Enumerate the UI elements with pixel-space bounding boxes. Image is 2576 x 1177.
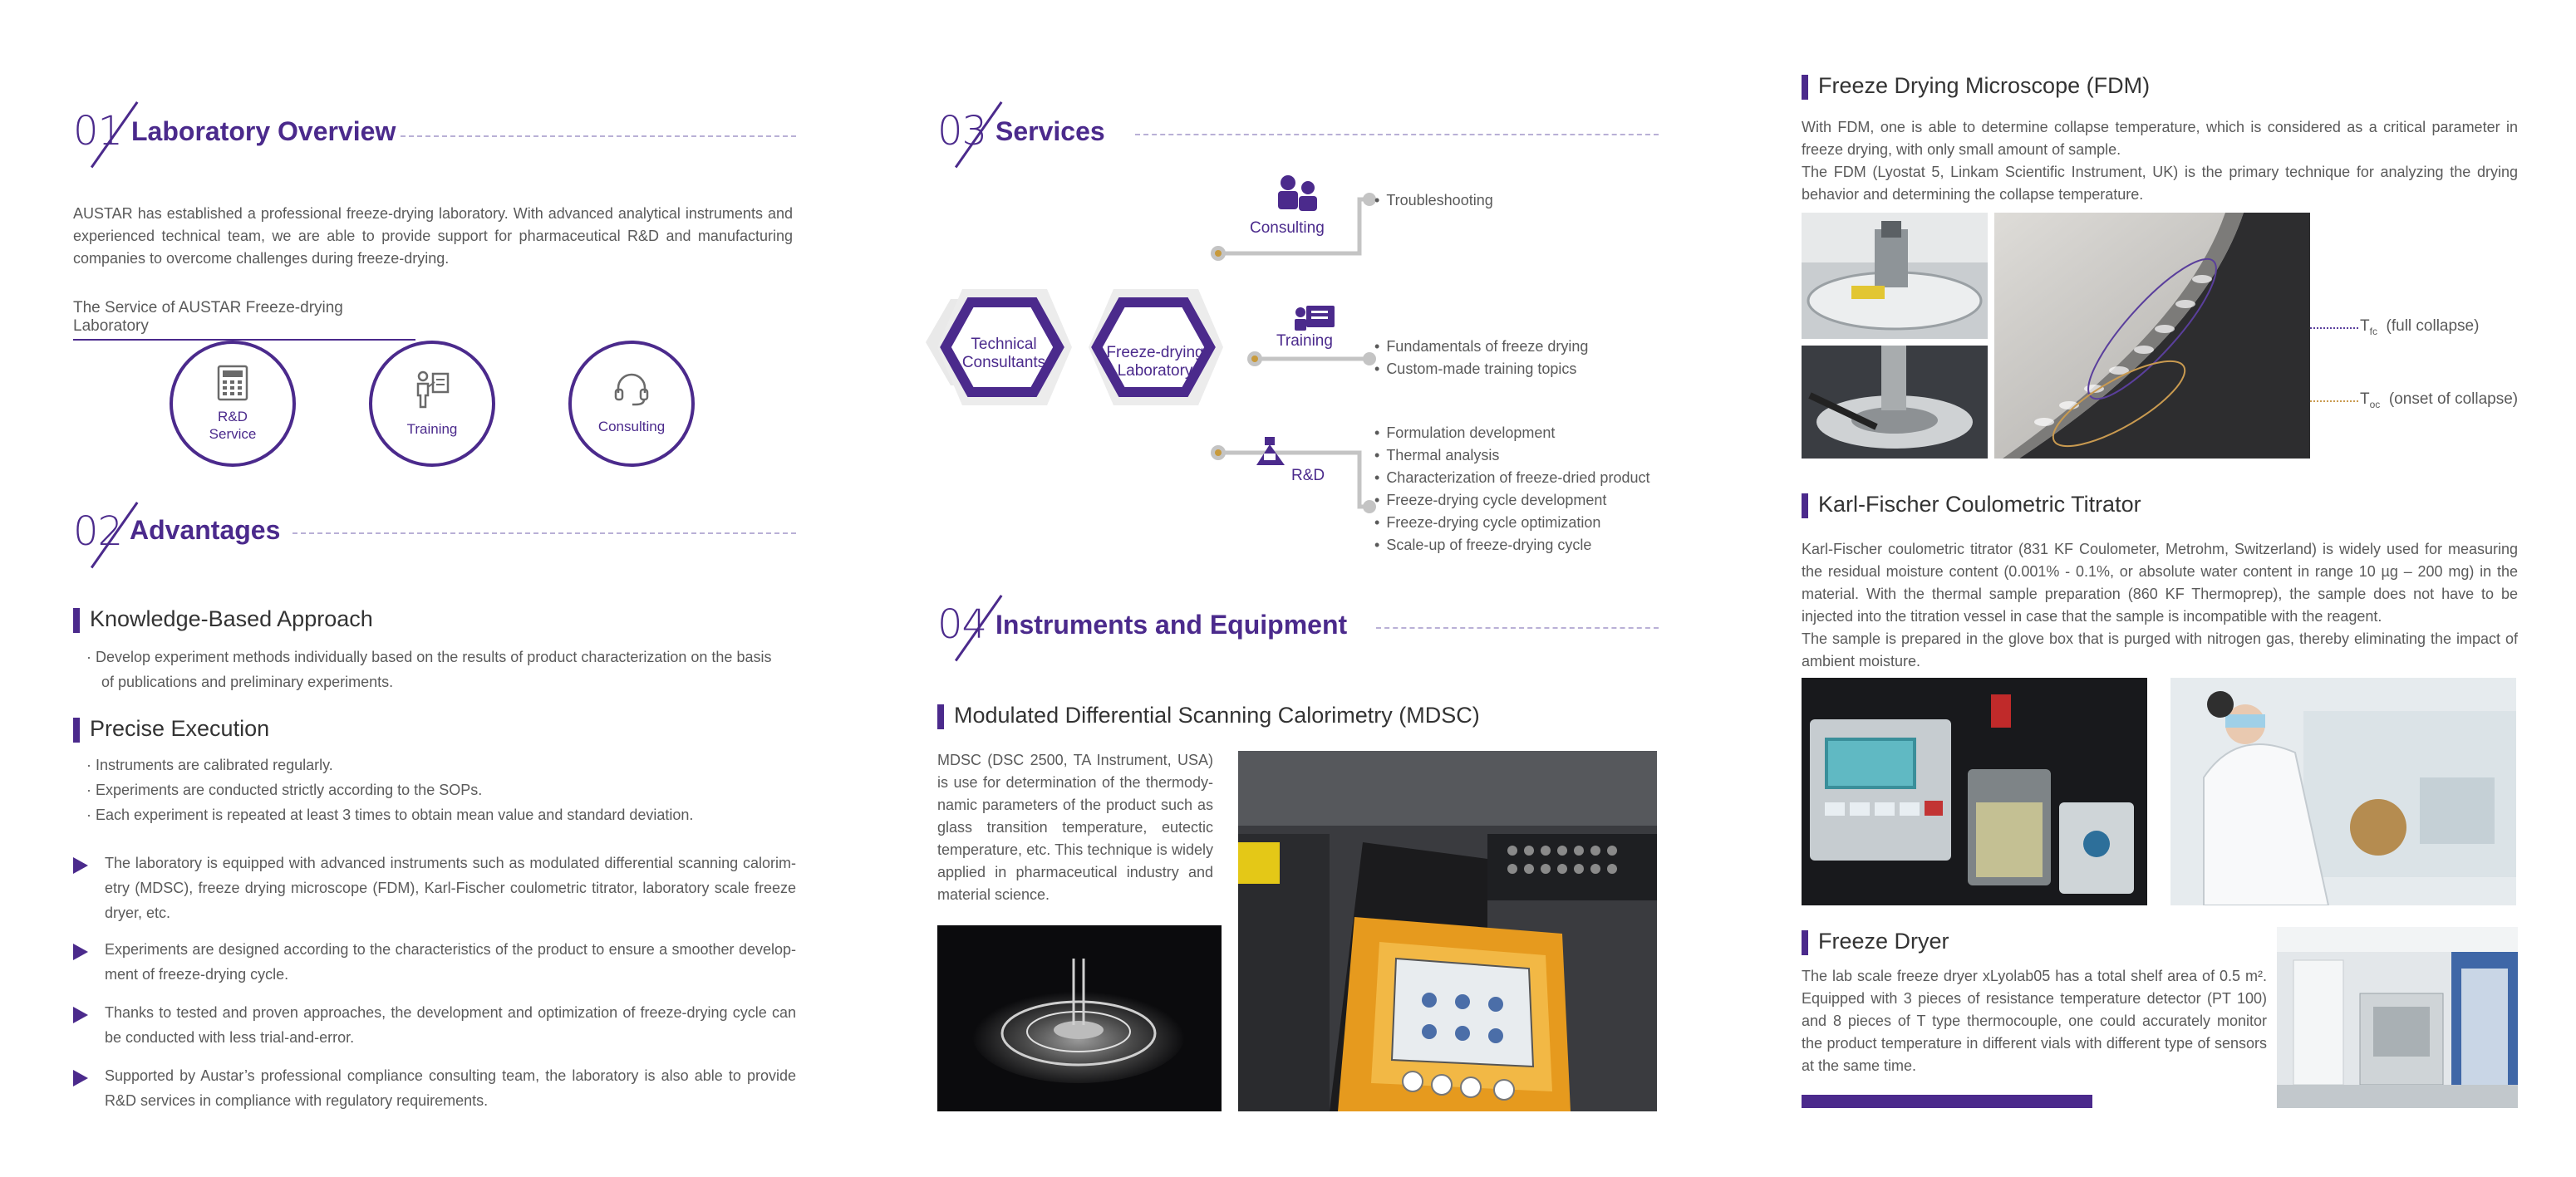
kf-glovebox-photo bbox=[2170, 678, 2516, 905]
mdsc-text: MDSC (DSC 2500, TA Instrument, USA) is use for determination of the thermody-namic parameters of the product such as glass transition temperature, eutectic temperature, etc. This technique is widely applied in pharmaceutical industry and material science. bbox=[937, 752, 1213, 903]
section-01-divider bbox=[401, 135, 796, 137]
section-02-number: 02 bbox=[73, 508, 123, 555]
branch-rd-label: R&D bbox=[1291, 467, 1325, 484]
precise-item: Instruments are calibrated regularly. bbox=[96, 757, 333, 773]
section-02-title: Advantages bbox=[130, 515, 281, 545]
knowledge-text: · Develop experiment methods individually based on the results of product characterization on the basis of publications and preliminary experiments. bbox=[86, 645, 794, 694]
presenter-icon bbox=[413, 370, 451, 409]
circle-label: R&D bbox=[218, 409, 248, 424]
accent-bar bbox=[1802, 1095, 2092, 1108]
advantage-item: Experiments are designed according to the characteristics of the product to ensure a smoother develop-ment of freeze-drying cycle. bbox=[105, 941, 796, 983]
kf-titrator-photo bbox=[1802, 678, 2147, 905]
advantage-item: Thanks to tested and proven approaches, the development and optimization of freeze-drying cycle can be conducted with less trial-and-error. bbox=[105, 1004, 796, 1046]
arrow-bullet-icon bbox=[73, 944, 88, 960]
circle-consulting bbox=[568, 341, 695, 467]
branch-consulting-label: Consulting bbox=[1250, 219, 1325, 237]
service-item: • Scale-up of freeze-drying cycle bbox=[1374, 534, 1649, 557]
dryer-heading: Freeze Dryer bbox=[1802, 929, 2234, 957]
circle-label-2: Service bbox=[209, 426, 257, 442]
service-item: • Characterization of freeze-dried product bbox=[1374, 467, 1649, 489]
fdm-stage-photo bbox=[1802, 213, 1988, 339]
hex-lab-label: Freeze-drying Laboratory bbox=[1106, 344, 1204, 380]
fdm-text-2: The FDM (Lyostat 5, Linkam Scientific Instrument, UK) is the primary technique for analyzing the drying behavior and determining the collapse temperature. bbox=[1802, 164, 2518, 203]
service-item: • Formulation development bbox=[1374, 422, 1649, 444]
fdm-heading: Freeze Drying Microscope (FDM) bbox=[1802, 73, 2549, 101]
section-02-divider bbox=[293, 532, 796, 534]
hex-technical-consultants-label: Technical Consultants bbox=[961, 336, 1046, 371]
kf-heading: Karl-Fischer Coulometric Titrator bbox=[1802, 492, 2549, 520]
precise-item: Experiments are conducted strictly according to the SOPs. bbox=[96, 782, 483, 798]
section-04-number: 04 bbox=[937, 601, 987, 648]
kf-text-1: Karl-Fischer coulometric titrator (831 KF Coulometer, Metrohm, Switzerland) is widely used for measuring the residual moisture content (0.001% - 0.1%, or absolute water content in range 10 µg – 200 mg) in the material. With the thermal sample preparation (860 KF Thermoprep), the sample does not have to be injected into the titration vessel in case that the sample is incompatible with the reagent. bbox=[1802, 541, 2518, 625]
service-item: • Troubleshooting bbox=[1374, 189, 1493, 212]
section-03-title: Services bbox=[995, 116, 1105, 146]
lab-overview-intro: AUSTAR has established a professional freeze-drying laboratory. With advanced analytical instruments and experienced technical team, we are able to provide support for pharmaceutical R&D and manufacturing companies to overcome challenges during freeze-drying. bbox=[73, 205, 793, 267]
fdm-micrograph bbox=[1994, 213, 2310, 459]
arrow-bullet-icon bbox=[73, 1007, 88, 1023]
service-item: • Fundamentals of freeze drying bbox=[1374, 336, 1588, 358]
service-item: • Freeze-drying cycle development bbox=[1374, 489, 1649, 512]
precise-list: · Instruments are calibrated regularly. · Experiments are conducted strictly according to the SOPs. · Each experiment is repeated at least 3 times to obtain mean value and standard deviation. bbox=[86, 757, 694, 823]
consulting-items bbox=[1374, 189, 1493, 212]
section-03-number: 03 bbox=[937, 108, 987, 154]
arrow-bullet-icon bbox=[73, 1070, 88, 1086]
arrow-bullet-icon bbox=[73, 857, 88, 874]
oc-label: $T_{oc}$ (onset of collapse) bbox=[2360, 390, 2519, 410]
training-items bbox=[1374, 336, 1588, 380]
circle-label: Consulting bbox=[597, 418, 666, 434]
knowledge-heading: Knowledge-Based Approach bbox=[73, 606, 655, 635]
mdsc-sample-photo bbox=[937, 925, 1222, 1111]
oc-leader-line bbox=[2310, 400, 2358, 402]
advantage-item: The laboratory is equipped with advanced instruments such as modulated differential scanning calorim-etry (MDSC), freeze drying microscope (FDM), Karl-Fischer coulometric titrator, laboratory scale freeze dryer, etc. bbox=[105, 855, 796, 921]
dryer-text: The lab scale freeze dryer xLyolab05 has a total shelf area of 0.5 m². Equipped with 3 pieces of resistance temperature detector (PT 100) and 8 pieces of T type thermocouple, one could accurately monitor the product temperature in different vials with different type of sensors at the same time. bbox=[1802, 968, 2267, 1074]
section-01-number: 01 bbox=[73, 108, 123, 154]
circle-label: Training bbox=[406, 420, 458, 437]
headset-icon bbox=[613, 373, 650, 406]
fdm-microscope-photo bbox=[1802, 346, 1988, 459]
freeze-dryer-photo bbox=[2277, 927, 2518, 1108]
advantage-item: Supported by Austar’s professional compliance consulting team, the laboratory is also able to provide R&D services in compliance with regulatory requirements. bbox=[105, 1067, 796, 1109]
section-04-title: Instruments and Equipment bbox=[995, 610, 1348, 640]
training-board-icon bbox=[1295, 306, 1335, 331]
section-04-divider bbox=[1376, 627, 1659, 629]
mdsc-instrument-photo bbox=[1238, 751, 1657, 1111]
service-item: • Custom-made training topics bbox=[1374, 358, 1588, 380]
section-03-divider bbox=[1135, 134, 1659, 135]
fc-leader-line bbox=[2310, 327, 2358, 329]
mdsc-heading: Modulated Differential Scanning Calorimetry (MDSC) bbox=[937, 703, 1652, 731]
service-item: • Freeze-drying cycle optimization bbox=[1374, 512, 1649, 534]
knowledge-line: Develop experiment methods individually based on the results of product characterization on the basis bbox=[96, 649, 772, 665]
consulting-people-icon bbox=[1278, 175, 1317, 211]
precise-heading: Precise Execution bbox=[73, 716, 655, 744]
circle-rd-service bbox=[170, 341, 296, 467]
kf-text-2: The sample is prepared in the glove box that is purged with nitrogen gas, thereby eliminating the impact of ambient moisture. bbox=[1802, 630, 2518, 669]
branch-training-label: Training bbox=[1276, 332, 1333, 350]
knowledge-line: of publications and preliminary experiments. bbox=[101, 674, 394, 690]
fc-label: $T_{fc}$ (full collapse) bbox=[2360, 317, 2480, 337]
service-heading: The Service of AUSTAR Freeze-drying Laboratory bbox=[73, 299, 415, 341]
rd-items bbox=[1374, 422, 1649, 557]
calculator-icon bbox=[216, 365, 249, 401]
service-item: • Thermal analysis bbox=[1374, 444, 1649, 467]
precise-item: Each experiment is repeated at least 3 times to obtain mean value and standard deviation. bbox=[96, 807, 694, 823]
circle-training bbox=[369, 341, 495, 467]
fdm-text-1: With FDM, one is able to determine collapse temperature, which is considered as a critical parameter in freeze drying, with only small amount of sample. bbox=[1802, 119, 2518, 158]
section-01-title: Laboratory Overview bbox=[131, 116, 396, 146]
